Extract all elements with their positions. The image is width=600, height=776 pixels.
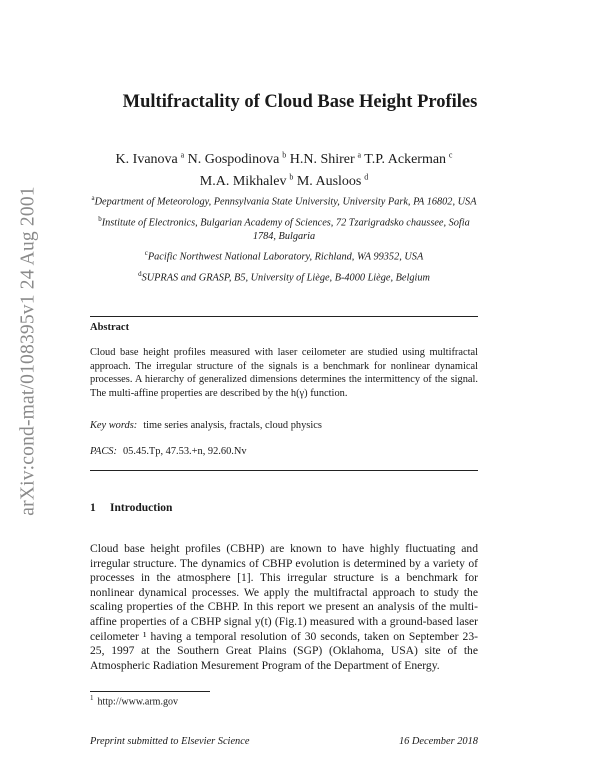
abstract-heading: Abstract: [90, 322, 130, 333]
pacs-codes: [90, 446, 478, 457]
section-number: 1: [90, 502, 96, 514]
affiliation: $^d$SUPRAS and GRASP, B5, University of Liège, B-4000 Liège, Belgium: [138, 270, 430, 284]
author: M.A. Mikhalev $^b$: [199, 172, 294, 190]
affiliation: $^a$Department of Meteorology, Pennsylvania State University, University Park, PA 16802, USA: [91, 194, 477, 208]
affiliation-list: [90, 192, 478, 289]
abstract-top-rule: [90, 316, 478, 317]
pacs-text: 05.45.Tp, 47.53.+n, 92.60.Nv: [122, 446, 247, 457]
abstract-text: Cloud base height profiles measured with laser ceilometer are studied using multifractal approach. The irregular structure of the signals is a benchmark for nonlinear dynamical processes. A hierarchy of generalized dimensions determines the intermittency of the signal. The multi-affine properties are described by the h(γ) function.: [90, 347, 478, 400]
affiliation: $^b$Institute of Electronics, Bulgarian Academy of Sciences, 72 Tzarigradsko chaussee, Sofia 1784, Bulgaria: [98, 214, 470, 242]
arxiv-stamp: [14, 186, 44, 516]
author: M. Ausloos $^d$: [296, 172, 369, 190]
footnote-rule: [90, 691, 210, 692]
pacs-label: PACS:: [90, 446, 117, 457]
footnote-link[interactable]: http://www.arm.gov: [97, 696, 178, 708]
author: N. Gospodinova $^b$: [187, 150, 287, 167]
keywords: [90, 420, 478, 431]
footer-date: 16 December 2018: [398, 736, 478, 747]
footnote: [90, 694, 178, 707]
author-list: [90, 146, 478, 191]
paper-title: Multifractality of Cloud Base Height Profiles: [122, 92, 478, 112]
footnote-mark: 1: [90, 694, 94, 702]
keywords-text: time series analysis, fractals, cloud physics: [143, 420, 322, 431]
intro-paragraph: Cloud base height profiles (CBHP) are known to have highly fluctuating and irregular structure. The dynamics of CBHP evolution is determined by a variety of processes in the atmosphere [1]. This irregular structure is a benchmark for nonlinear dynamical processes. We apply the multifractal approach to study the scaling properties of the CBHP. In this report we present an analysis of the multi-affine properties of a CBHP signal y(t) (Fig.1) measured with a ground-based laser ceilometer ¹ having a temporal resolution of 30 seconds, taken on September 23-25, 1997 at the Southern Great Plains (SGP) (Oklahoma, USA) site of the Atmospheric Radiation Mesurement Program of the Department of Energy.: [90, 542, 478, 672]
author: H.N. Shirer $^a$: [289, 150, 362, 167]
abstract-bottom-rule: [90, 470, 478, 471]
section-title: Introduction: [110, 502, 173, 514]
author: K. Ivanova $^a$: [115, 150, 185, 167]
footer-preprint-note: Preprint submitted to Elsevier Science: [90, 736, 250, 747]
author: T.P. Ackerman $^c$: [364, 150, 453, 167]
keywords-label: Key words:: [90, 420, 138, 431]
affiliation: $^c$Pacific Northwest National Laboratory, Richland, WA 99352, USA: [144, 249, 424, 263]
arxiv-stamp-text: arXiv:cond-mat/0108395v1 24 Aug 2001: [18, 186, 39, 516]
section-heading: [90, 502, 172, 514]
